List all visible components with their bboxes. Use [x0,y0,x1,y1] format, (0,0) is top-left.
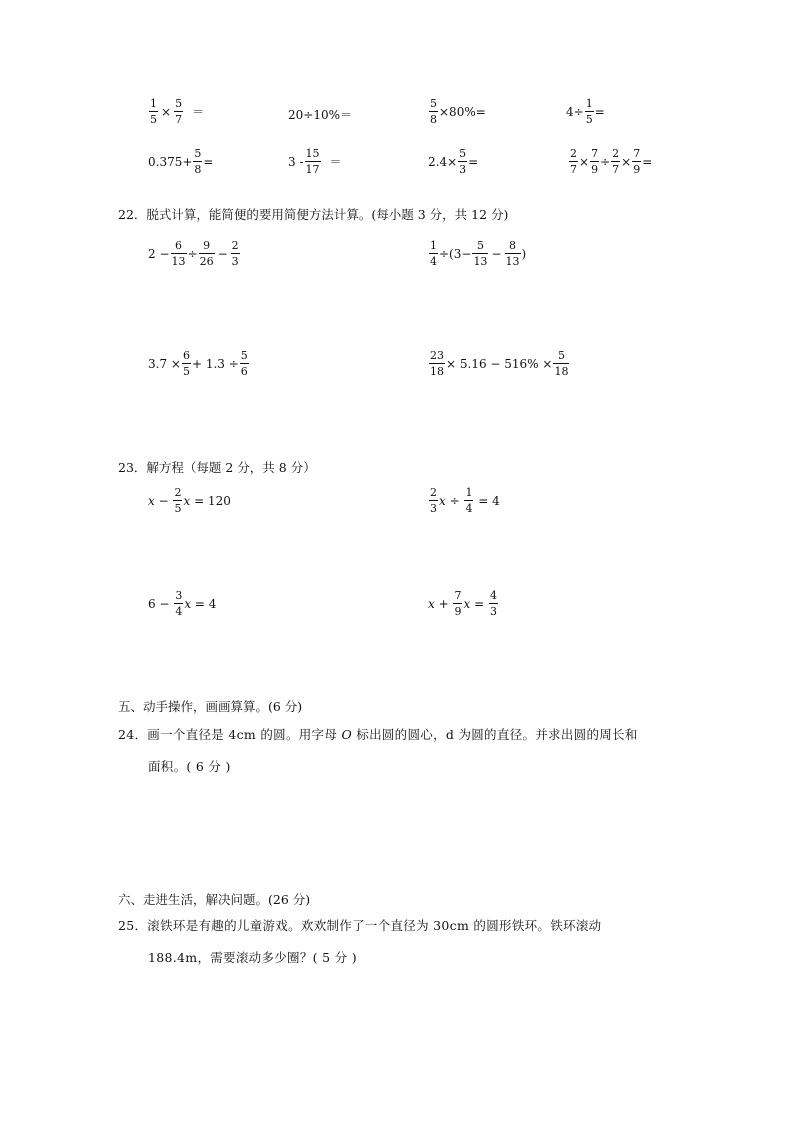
fraction: $\frac{8}{13}$ [505,239,520,268]
calc-1: $\frac{1}{5}$ × $\frac{5}{7}$ ＝ [150,97,205,126]
fraction: $\frac{23}{18}$ [430,349,444,378]
calc-6: 3 - $\frac{15}{17}$ ＝ [288,147,342,176]
calc-2: 20÷10%＝ [288,108,352,122]
fraction: $\frac{5}{18}$ [554,349,569,378]
q24-line-2: 面积。( 6 分 ) [148,759,231,774]
q22-expr-4: $\frac{23}{18}$ × 5.16 − 516% × $\frac{5}{18}$ [430,349,569,378]
fraction: $\frac{5}{8}$ [430,97,437,126]
q23-eq-2: $\frac{2}{3}$ x ÷ $\frac{1}{4}$ = 4 [430,486,500,515]
calc-4: 4÷ $\frac{1}{5}$ = [566,97,605,126]
fraction: $\frac{15}{17}$ [305,147,320,176]
q25-line-2: 188.4m，需要滚动多少圈？( 5 分 ) [148,950,357,965]
q22-title: 22．脱式计算，能简便的要用简便方法计算。(每小题 3 分，共 12 分) [118,207,509,222]
fraction: $\frac{7}{9}$ [633,147,641,176]
fraction: $\frac{1}{5}$ [585,97,593,126]
fraction: $\frac{2}{7}$ [570,147,577,176]
q23-title: 23．解方程（每题 2 分，共 8 分） [118,460,316,475]
calc-3: $\frac{5}{8}$ ×80%= [430,97,486,126]
fraction: $\frac{2}{3}$ [430,486,437,515]
fraction: $\frac{5}{13}$ [473,239,488,268]
q22-expr-1: 2 − $\frac{6}{13}$ ÷ $\frac{9}{26}$ − $\frac{2}{3}$ [148,239,239,268]
q23-eq-4: x + $\frac{7}{9}$ x = $\frac{4}{3}$ [428,589,497,618]
q22-expr-3: 3.7 × $\frac{6}{5}$ + 1.3 ÷ $\frac{5}{6}$ [148,349,248,378]
fraction: $\frac{5}{6}$ [240,349,248,378]
q24-line-1: 24．画一个直径是 4cm 的圆。用字母 O 标出圆的圆心，d 为圆的直径。并求出圆的周长和 [118,727,638,742]
fraction: $\frac{3}{4}$ [175,589,183,618]
fraction: $\frac{1}{5}$ [150,97,157,126]
section-6-heading: 六、走进生活，解决问题。(26 分) [118,892,311,907]
fraction: $\frac{9}{26}$ [199,239,214,268]
fraction: $\frac{4}{3}$ [489,589,497,618]
fraction: $\frac{2}{5}$ [174,486,182,515]
calc-7: 2.4× $\frac{5}{3}$ = [428,147,479,176]
fraction: $\frac{5}{3}$ [459,147,467,176]
q22-expr-2: $\frac{1}{4}$ ÷(3− $\frac{5}{13}$ − $\frac{8}{13}$ ) [430,239,527,268]
fraction: $\frac{7}{9}$ [591,147,599,176]
calc-5: 0.375+ $\frac{5}{8}$ = [148,147,214,176]
fraction: $\frac{6}{13}$ [171,239,186,268]
fraction: $\frac{5}{8}$ [194,147,202,176]
fraction: $\frac{5}{7}$ [175,97,183,126]
q23-eq-3: 6 − $\frac{3}{4}$ x = 4 [148,589,217,618]
q25-line-1: 25．滚铁环是有趣的儿童游戏。欢欢制作了一个直径为 30cm 的圆形铁环。铁环滚动 [118,918,602,933]
q23-eq-1: x − $\frac{2}{5}$ x = 120 [148,486,231,515]
fraction: $\frac{6}{5}$ [182,349,190,378]
fraction: $\frac{2}{7}$ [612,147,620,176]
fraction: $\frac{1}{4}$ [430,239,437,268]
fraction: $\frac{2}{3}$ [231,239,239,268]
section-5-heading: 五、动手操作，画画算算。(6 分) [118,699,303,714]
calc-8: $\frac{2}{7}$ × $\frac{7}{9}$ ÷ $\frac{2}{7}$ × $\frac{7}{9}$ = [570,147,653,176]
fraction: $\frac{1}{4}$ [465,486,473,515]
fraction: $\frac{7}{9}$ [454,589,462,618]
